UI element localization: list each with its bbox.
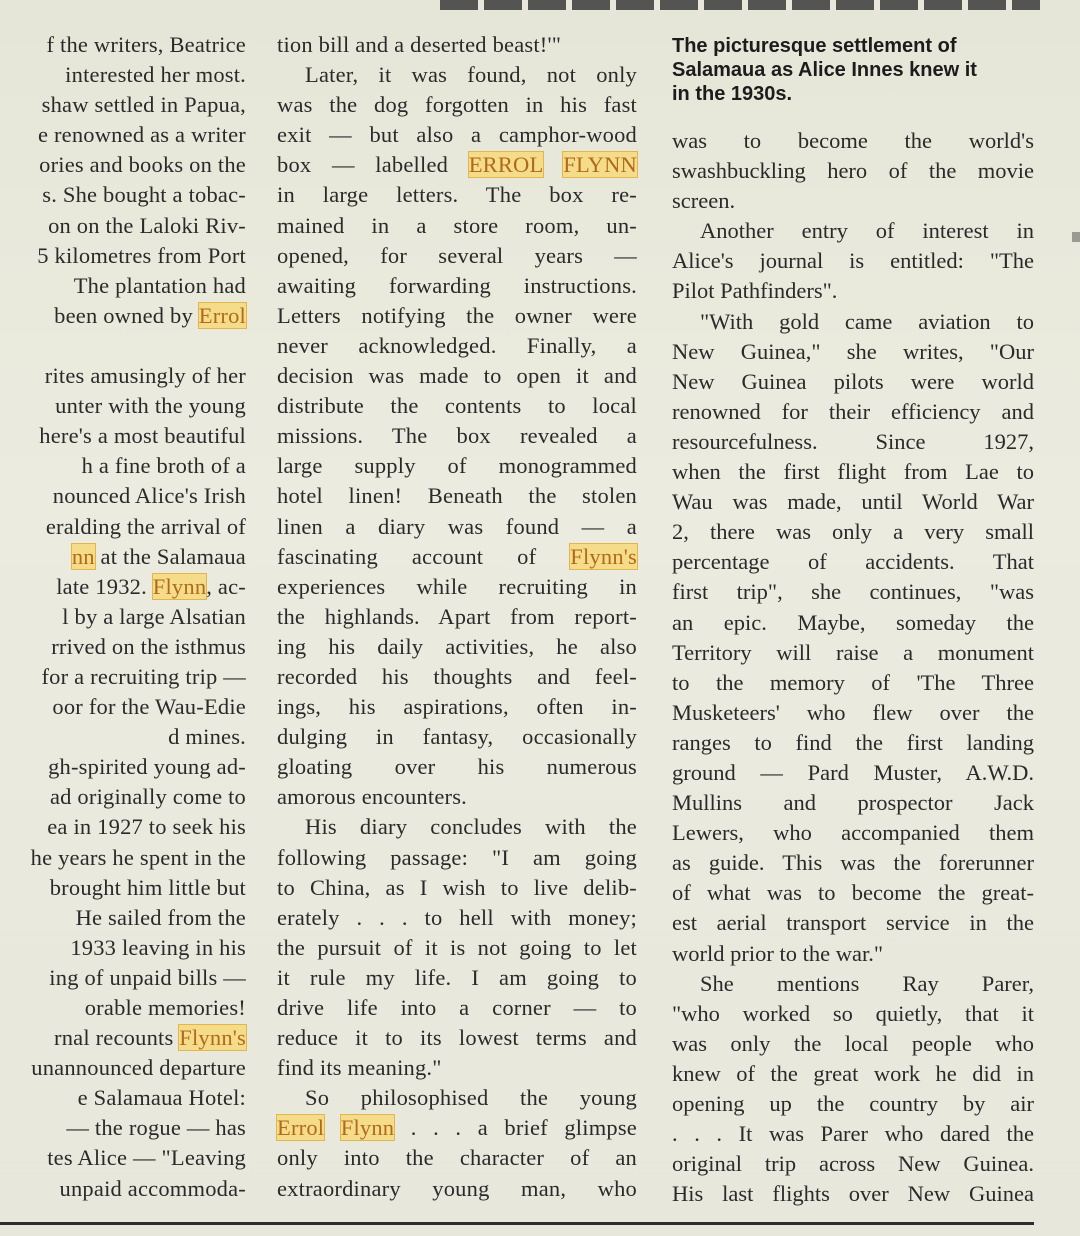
text-line: original trip across New Guinea. (672, 1151, 1034, 1177)
text-line: . . . It was Parer who dared the (672, 1121, 1034, 1147)
highlighted-name: Errol (277, 1115, 325, 1141)
text-line: to China, as I wish to live delib- (277, 874, 637, 900)
text-line: amorous encounters. (277, 784, 467, 810)
text-line: Another entry of interest in (700, 218, 1034, 244)
text-line: interested her most. (65, 62, 246, 88)
text-line: the highlands. Apart from report- (277, 603, 637, 629)
bottom-rule (0, 1222, 1034, 1225)
text-line: 1933 leaving in his (70, 934, 246, 960)
text-line: 2, there was only a very small (672, 519, 1034, 545)
text-line: Later, it was found, not only (305, 62, 637, 88)
text-line: nounced Alice's Irish (52, 483, 246, 509)
text-line: linen a diary was found — a (277, 513, 637, 539)
text-line: experiences while recruiting in (277, 573, 637, 599)
highlighted-name: FLYNN (563, 152, 638, 178)
text-line: ing of unpaid bills — (49, 964, 246, 990)
text-line: He sailed from the (75, 904, 246, 930)
text-line: gloating over his numerous (277, 754, 637, 780)
text-line: "With gold came aviation to (700, 308, 1034, 334)
text-line: never acknowledged. Finally, a (277, 332, 637, 358)
text-line: His diary concludes with the (305, 814, 637, 840)
caption-line: The picturesque settlement of (672, 35, 957, 57)
text-line: e Salamaua Hotel: (77, 1085, 246, 1111)
text-line (0, 301, 246, 331)
text-line (277, 150, 637, 180)
text-line: exit — but also a camphor-wood (277, 122, 637, 148)
text-line: decision was made to open it and (277, 363, 637, 389)
middle-text-column (277, 30, 637, 1204)
text-line: New Guinea pilots were world (672, 368, 1034, 394)
text-line: renowned for their efficiency and (672, 398, 1034, 424)
text-line (0, 572, 246, 602)
text-line: d mines. (168, 724, 246, 750)
highlighted-name: Errol (198, 302, 246, 328)
text-line (0, 542, 246, 572)
text-line: when the first flight from Lae to (672, 459, 1034, 485)
text-line: orable memories! (84, 995, 246, 1020)
text-line: reduce it to its lowest terms and (277, 1025, 637, 1051)
text-line: missions. The box revealed a (277, 423, 637, 449)
text-line: tion bill and a deserted beast!'" (277, 32, 562, 57)
text-line: resourcefulness. Since 1927, (672, 428, 1034, 454)
text-line: hotel linen! Beneath the stolen (277, 483, 637, 509)
text-line: ing his daily activities, he also (277, 633, 637, 659)
text-line: ea in 1927 to seek his (47, 814, 246, 840)
text-line: Lewers, who accompanied them (672, 820, 1034, 846)
text-line: unter with the young (55, 393, 246, 419)
text-fragment: at the Salamaua (94, 543, 246, 569)
text-line: Alice's journal is entitled: "The (672, 248, 1034, 274)
text-line: 5 kilometres from Port (37, 242, 246, 268)
text-line: shaw settled in Papua, (41, 92, 246, 118)
text-line: an epic. Maybe, someday the (672, 609, 1034, 635)
text-fragment: been owned by (54, 302, 199, 328)
caption-line: Salamaua as Alice Innes knew it (672, 59, 977, 81)
caption-line: in the 1930s. (672, 83, 793, 105)
text-line: ories and books on the (39, 152, 246, 178)
margin-mark (1072, 232, 1080, 242)
text-line: for a recruiting trip — (41, 663, 246, 689)
text-line: ings, his aspirations, often in- (277, 694, 637, 720)
text-line: recorded his thoughts and feel- (277, 663, 637, 689)
text-line: first trip", she continues, "was (672, 579, 1034, 605)
text-line: large supply of monogrammed (277, 453, 637, 479)
text-line: dulging in fantasy, occasionally (277, 724, 637, 750)
text-line: drive life into a corner — to (277, 995, 637, 1020)
text-line: in large letters. The box re- (277, 182, 637, 208)
text-fragment: fascinating account of (277, 543, 571, 569)
text-line: awaiting forwarding instructions. (277, 272, 637, 298)
text-line: on on the Laloki Riv- (48, 212, 246, 238)
text-line: rites amusingly of her (44, 363, 246, 389)
text-line: Wau was made, until World War (672, 489, 1034, 515)
text-line: — the rogue — has (66, 1115, 246, 1141)
cropped-heading (440, 0, 1040, 10)
paragraph-gap (0, 331, 246, 361)
text-line: only into the character of an (277, 1145, 637, 1171)
text-line: ranges to find the first landing (672, 729, 1034, 755)
highlighted-name: nn (71, 543, 95, 569)
text-line: ad originally come to (49, 784, 246, 810)
text-line: distribute the contents to local (277, 393, 637, 419)
text-line: His last flights over New Guinea (672, 1181, 1034, 1207)
text-line: unpaid accommoda- (59, 1175, 246, 1201)
text-line: est aerial transport service in the (672, 910, 1034, 936)
text-line: rrived on the isthmus (51, 633, 246, 659)
highlighted-name: ERROL (468, 152, 543, 178)
text-line: Pilot Pathfinders". (672, 278, 838, 304)
text-line: extraordinary young man, who (277, 1175, 637, 1201)
text-line: Territory will raise a monument (672, 639, 1034, 665)
text-fragment: box — labelled (277, 152, 469, 178)
text-line: e renowned as a writer (37, 122, 246, 148)
highlighted-name: Flynn's (570, 543, 637, 569)
text-line: ground — Pard Muster, A.W.D. (672, 759, 1034, 785)
text-line: it rule my life. I am going to (277, 964, 637, 990)
left-text-column (0, 30, 246, 1204)
text-fragment: rnal recounts (54, 1025, 180, 1051)
text-line: knew of the great work he did in (672, 1060, 1034, 1086)
text-line: New Guinea," she writes, "Our (672, 338, 1034, 364)
text-line: he years he spent in the (30, 844, 246, 870)
text-line: unannounced departure (31, 1055, 246, 1081)
text-line: following passage: "I am going (277, 844, 637, 870)
text-line (0, 1023, 246, 1053)
text-line: The plantation had (73, 272, 246, 298)
highlighted-name: Flynn's (179, 1025, 246, 1051)
right-text-column (672, 126, 1034, 1209)
text-line: screen. (672, 188, 736, 214)
text-line: swashbuckling hero of the movie (672, 158, 1034, 184)
text-line: as guide. This was the forerunner (672, 850, 1034, 876)
text-line: find its meaning." (277, 1055, 442, 1081)
text-line: So philosophised the young (305, 1085, 637, 1111)
text-line: erately . . . to hell with money; (277, 904, 637, 930)
text-fragment: . . . a brief glimpse (394, 1115, 637, 1141)
text-line: oor for the Wau-Edie (52, 694, 246, 720)
text-line: the pursuit of it is not going to let (277, 934, 637, 960)
text-line: mained in a store room, un- (277, 212, 637, 238)
highlighted-name: Flynn (152, 573, 207, 599)
text-line: f the writers, Beatrice (46, 32, 246, 57)
text-line: opened, for several years — (277, 242, 637, 268)
text-line: tes Alice — "Leaving (47, 1145, 246, 1171)
text-line: eralding the arrival of (45, 513, 246, 539)
text-line: opening up the country by air (672, 1091, 1034, 1116)
text-line: percentage of accidents. That (672, 549, 1034, 575)
highlighted-name: Flynn (340, 1115, 395, 1141)
text-line: h a fine broth of a (81, 453, 246, 479)
text-line: Letters notifying the owner were (277, 302, 637, 328)
text-line: was only the local people who (672, 1030, 1034, 1056)
text-line: "who worked so quietly, that it (672, 1000, 1034, 1026)
text-line: was to become the world's (672, 128, 1034, 153)
text-line: of what was to become the great- (672, 880, 1034, 906)
text-line: gh-spirited young ad- (48, 754, 246, 780)
text-fragment: , ac- (206, 573, 246, 599)
text-line: brought him little but (49, 874, 246, 900)
text-line: s. She bought a tobac- (42, 182, 246, 208)
photo-caption (672, 34, 1034, 106)
text-line: to the memory of 'The Three (672, 669, 1034, 695)
text-line: was the dog forgotten in his fast (277, 92, 637, 118)
text-line: here's a most beautiful (39, 423, 246, 449)
text-fragment: late 1932. (56, 573, 153, 599)
text-line (277, 542, 637, 572)
text-line (277, 1113, 637, 1143)
text-line: Mullins and prospector Jack (672, 790, 1034, 816)
text-line: world prior to the war." (672, 940, 884, 966)
text-line: Musketeers' who flew over the (672, 699, 1034, 725)
text-line: She mentions Ray Parer, (700, 970, 1034, 996)
text-line: l by a large Alsatian (62, 603, 246, 629)
